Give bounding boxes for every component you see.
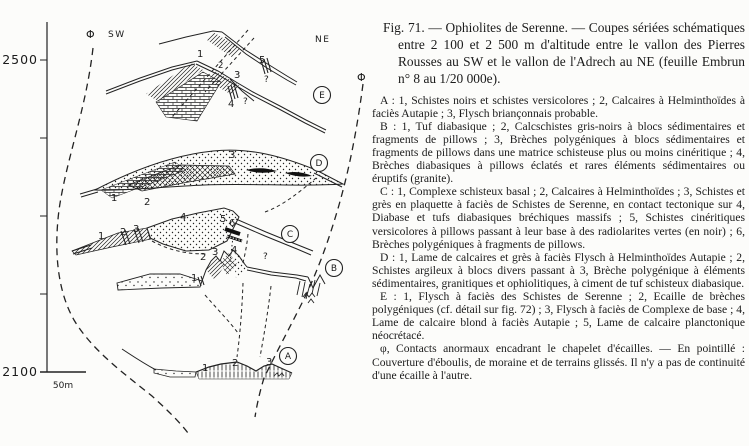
- legend-paragraph-phi: φ, Contacts anormaux encadrant le chapelet d'écailles. — En pointillé : Couverture d'éboulis, de moraine et de terrains glissés. Il n'y a pas de continuité d'une écaille à l'autre.: [372, 342, 745, 382]
- dashed-b-to-a-3: [260, 286, 271, 357]
- figure-title: Fig. 71. — Ophiolites de Serenne. — Coupes sériées schématiques entre 2 100 et 2 500 m d'altitude entre le vallon des Pierres Rousses au SW et le vallon de l'Adrech au NE (feuille Embrun n° 8 au 1/20 000e).: [383, 20, 745, 86]
- unit-label: 5: [259, 55, 266, 66]
- a-stipple-sliver: [154, 369, 196, 377]
- unit-label: 1: [98, 231, 105, 242]
- elevation-bottom-label: 2100: [2, 364, 38, 379]
- orientation-ne-label: NE: [315, 35, 331, 45]
- unit-label: 2: [144, 197, 151, 208]
- unit-label: 3: [234, 70, 241, 81]
- unit-label: 5: [220, 214, 227, 225]
- dashed-c-right-small: [243, 234, 248, 263]
- unit-label: 1: [111, 193, 118, 204]
- unit-label: 2: [218, 61, 224, 71]
- phi-symbol-left: Φ: [86, 28, 95, 41]
- figure-caption: [372, 20, 745, 382]
- unit-label: 1: [202, 363, 209, 374]
- b-right-slope: [247, 267, 308, 281]
- section-marker-b: B: [330, 264, 338, 275]
- a-left-line: [122, 349, 156, 370]
- unit-label: ?: [263, 252, 268, 262]
- section-marker-e: E: [319, 91, 325, 102]
- c-right-slope: [235, 219, 313, 255]
- section-marker-d: D: [315, 159, 323, 170]
- section-b-drawing: [117, 250, 325, 303]
- elevation-axis: [40, 22, 86, 372]
- unit-label: 3: [133, 224, 140, 235]
- dashed-b-to-a-1: [205, 295, 238, 333]
- unit-label: 4: [180, 212, 187, 223]
- unit-label: 2: [232, 358, 239, 369]
- unit-label: 2: [120, 227, 127, 238]
- scale-bar-label: 50m: [52, 381, 74, 391]
- orientation-sw-label: SW: [108, 30, 126, 40]
- unit-label: 6: [229, 218, 236, 229]
- unit-label: 1: [197, 49, 204, 60]
- unit-label: 3: [266, 357, 273, 368]
- legend-paragraph-a: A : 1, Schistes noirs et schistes versicolores ; 2, Calcaires à Helminthoïdes à faciès Autapie ; 3, Flysch briançonnais probable.: [372, 93, 745, 120]
- unit-label: 2: [200, 252, 207, 263]
- unit-label: ?: [264, 75, 269, 85]
- elevation-top-label: 2500: [2, 52, 38, 67]
- section-marker-a: A: [284, 352, 292, 363]
- axis-ticks: [40, 60, 47, 294]
- phi-symbol-right: Φ: [357, 71, 366, 84]
- unit-label: 3: [229, 150, 236, 161]
- legend-paragraph-c: C : 1, Complexe schisteux basal ; 2, Calcaires à Helminthoïdes ; 3, Schistes et grès en plaquette à faciès de Schistes de Serenne, en contact tectonique sur 4, Diabase et tufs diabasiques bréchiques massifs ; 5, Schistes cinéritiques versicolores à pillows passant à leur base à des radiolarites vertes (en noir) ; 6, Brèches polygéniques à fragments de pillows.: [372, 185, 745, 251]
- unit-label: 4: [231, 245, 238, 256]
- section-e-drawing: [106, 31, 326, 133]
- legend-paragraph-b: B : 1, Tuf diabasique ; 2, Calcschistes gris-noirs à blocs sédimentaires et fragments de pillows ; 3, Brèches polygéniques à blocs sédimentaires et fragments de pillows dans une matrice schisteuse plus ou moins cinéritique ; 4, Brèches diabasiques à pillows éclatés et rares éléments sédimentaires ou éruptifs (granite).: [372, 119, 745, 186]
- section-c-drawing: [72, 208, 313, 255]
- unit-label: ?: [243, 97, 248, 107]
- unit-label: 4: [228, 99, 235, 110]
- legend-paragraph-e: E : 1, Flysch à faciès des Schistes de Serenne ; 2, Ecaille de brèches polygéniques (cf. détail sur fig. 72) ; 3, Flysch à faciès de Complexe de base ; 4, Lame de calcaire blond à faciès Autapie ; 5, Lame de calcaire planctonique néocrétacé.: [372, 290, 745, 343]
- e-hatch-back: [207, 32, 241, 58]
- dashed-b-to-a-2: [237, 283, 243, 357]
- b-stipple-sliver: [117, 274, 202, 290]
- unit-label: 1: [191, 273, 198, 284]
- a-vert-hatch: [196, 362, 292, 379]
- legend-paragraph-d: D : 1, Lame de calcaires et grès à faciès Flysch à Helminthoïdes Autapie ; 2, Schistes argileux à blocs divers passant à 3, Brèche polygénique à éléments sédimentaires, granitiques et ophiolitiques, à ciment de tuf schisteux diabasique.: [372, 250, 745, 290]
- unit-label: 3: [212, 247, 219, 258]
- section-marker-c: C: [286, 230, 294, 241]
- section-d-drawing: [80, 150, 343, 198]
